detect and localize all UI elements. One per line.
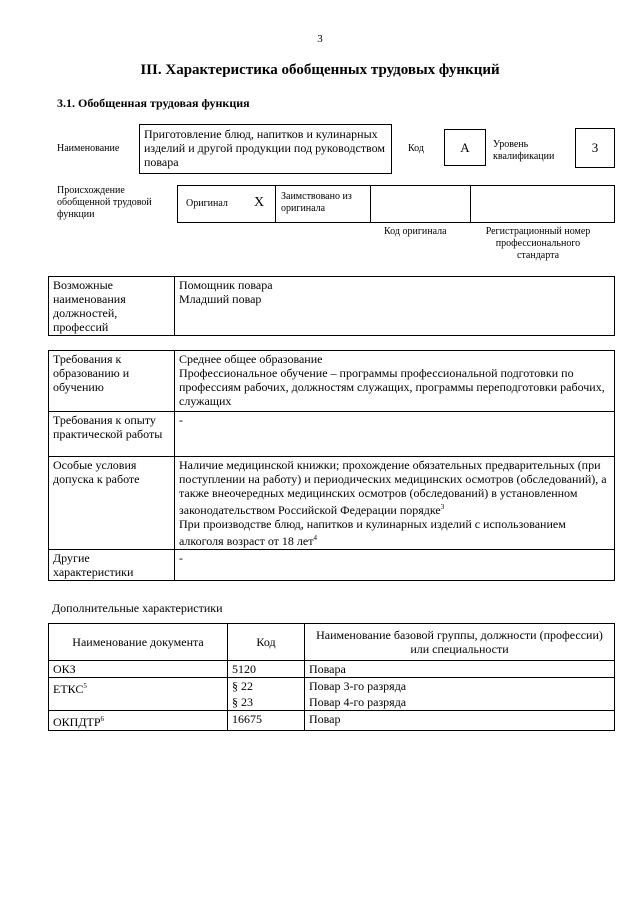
name-label: Наименование: [57, 143, 120, 154]
position-item: Младший повар: [179, 292, 262, 306]
additional-title: Дополнительные характеристики: [52, 601, 223, 615]
col-code-header: Код: [228, 624, 305, 661]
positions-values: [175, 277, 615, 336]
doc-cell: ОКЗ: [49, 661, 228, 678]
table-row: [49, 678, 615, 695]
doc-cell: ЕТКС$^5$: [49, 678, 228, 711]
footnote-5: 5: [83, 682, 87, 690]
origin-grid: [177, 185, 615, 223]
origin-label: Происхождение обобщенной трудовой функции: [57, 185, 152, 220]
name-cell: Повар: [305, 711, 615, 731]
other-label: Другие характеристики: [49, 550, 175, 581]
col-name-header: Наименование базовой группы, должности (профессии) или специальности: [305, 624, 615, 661]
code-value: А: [444, 129, 486, 166]
origin-divider-2: [370, 186, 371, 222]
borrowed-label: Заимствовано из оригинала: [281, 191, 352, 214]
education-values: [175, 351, 615, 412]
name-cell: Повара: [305, 661, 615, 678]
requirements-table: [48, 350, 615, 581]
name-value: Приготовление блюд, напитков и кулинарных изделий и другой продукции под руководством повара: [139, 124, 392, 174]
table-row: [49, 661, 615, 678]
reg-number-caption: Регистрационный номер профессионального стандарта: [485, 226, 591, 261]
special-line-1: Наличие медицинской книжки; прохождение обязательных предварительных (при поступлении на работу) и периодических медицинских осмотров (обследований), а также внеочередных медицинских осмотров (обследований) в установленном законодательством Российской Федерации порядке$^3$: [179, 458, 607, 517]
special-label: Особые условия допуска к работе: [49, 457, 175, 550]
subsection-title: 3.1. Обобщенная трудовая функция: [57, 96, 250, 110]
footnote-6: 6: [100, 715, 105, 723]
experience-label: Требования к опыту практической работы: [49, 412, 175, 457]
position-item: Помощник повара: [179, 278, 273, 292]
additional-table: [48, 623, 615, 731]
origin-divider-1: [275, 186, 276, 222]
doc-cell: ОКПДТР$^6$: [49, 711, 228, 731]
code-cell: 16675: [228, 711, 305, 731]
code-original-caption: Код оригинала: [384, 226, 447, 237]
level-value: 3: [575, 128, 615, 168]
positions-table: [48, 276, 615, 336]
level-label: Уровень квалификации: [493, 139, 555, 162]
special-line-2: При производстве блюд, напитков и кулинарных изделий с использованием алкоголя возраст от 18 лет$^4$: [179, 517, 566, 548]
code-cell: 5120: [228, 661, 305, 678]
code-label: Код: [408, 143, 424, 154]
education-line: Среднее общее образование: [179, 352, 323, 366]
original-label: Оригинал: [186, 198, 228, 209]
other-value: -: [175, 550, 615, 581]
code-cell: § 22: [228, 678, 305, 695]
original-mark: X: [254, 195, 265, 210]
positions-label: Возможные наименования должностей, профессий: [49, 277, 175, 336]
name-cell: Повар 3-го разряда: [305, 678, 615, 695]
table-row: [49, 711, 615, 731]
section-title: III. Характеристика обобщенных трудовых функций: [140, 62, 500, 78]
code-cell: § 23: [228, 694, 305, 711]
col-doc-header: Наименование документа: [49, 624, 228, 661]
origin-divider-3: [470, 186, 471, 222]
footnote-3: 3: [440, 503, 445, 511]
page-number: 3: [317, 33, 323, 45]
experience-value: -: [175, 412, 615, 457]
education-label: Требования к образованию и обучению: [49, 351, 175, 412]
footnote-4: 4: [313, 534, 317, 542]
education-line: Профессиональное обучение – программы профессиональной подготовки по профессиям рабочих, должностям служащих, программы переподготовки рабочих, служащих: [179, 366, 605, 408]
special-values: [175, 457, 615, 550]
name-cell: Повар 4-го разряда: [305, 694, 615, 711]
